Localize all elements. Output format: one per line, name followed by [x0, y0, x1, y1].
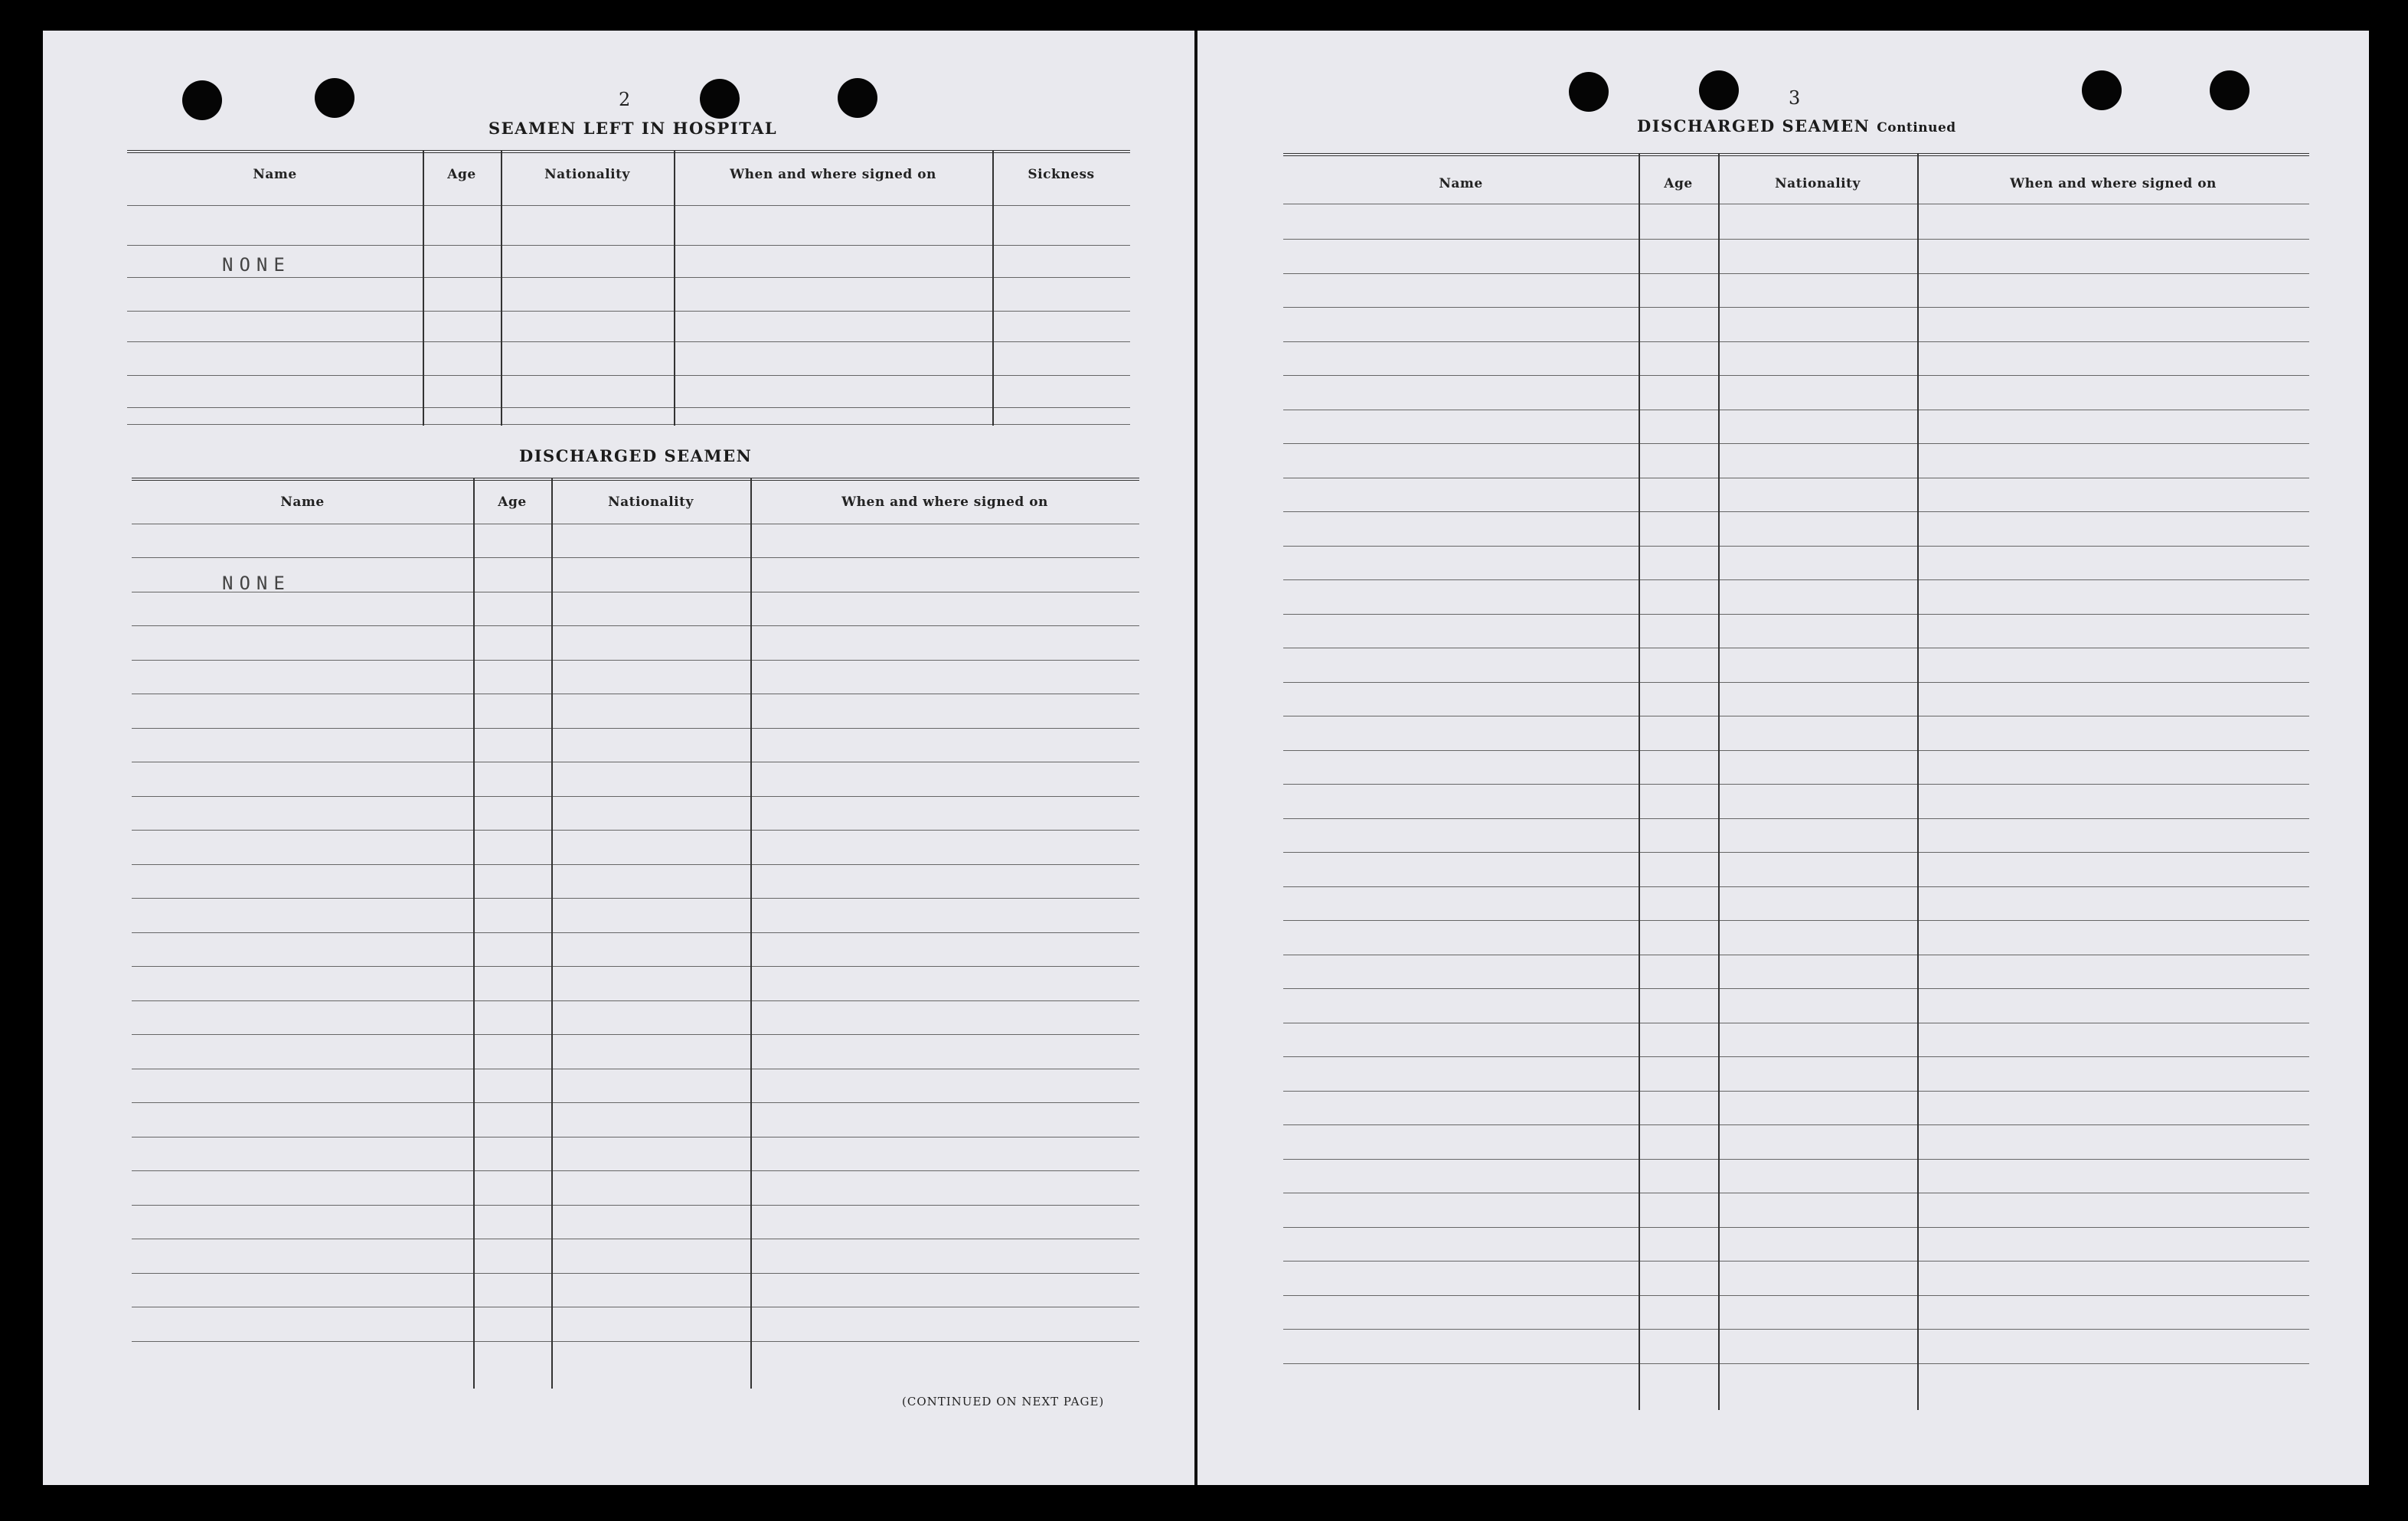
table-row: [132, 1341, 1139, 1342]
table-row: [132, 1000, 1139, 1001]
right-page: [1197, 31, 2369, 1485]
table-row: [1283, 988, 2309, 989]
table-row: [1283, 273, 2309, 274]
column-header-age: Age: [1664, 176, 1693, 191]
table-row: [1283, 1329, 2309, 1330]
table-row: [1283, 1159, 2309, 1160]
page-number: 3: [1789, 87, 1801, 109]
punch-hole: [2210, 70, 2250, 110]
column-header-signed-on: When and where signed on: [841, 494, 1048, 510]
table-row: [1283, 579, 2309, 580]
column-header-age: Age: [498, 494, 527, 510]
column-header-signed-on: When and where signed on: [730, 167, 936, 182]
table-rule: [127, 424, 1130, 425]
table-row: [1283, 682, 2309, 683]
continued-note: (CONTINUED ON NEXT PAGE): [902, 1395, 1105, 1408]
hospital-section-title: SEAMEN LEFT IN HOSPITAL: [488, 119, 778, 138]
hospital-table: [127, 150, 1130, 426]
punch-hole: [700, 79, 740, 119]
discharged-continued-title-text: DISCHARGED SEAMEN: [1637, 116, 1871, 135]
punch-hole: [2082, 70, 2122, 110]
column-divider: [992, 150, 994, 426]
table-row: [132, 1273, 1139, 1274]
column-header-nationality: Nationality: [544, 167, 630, 182]
column-header-name: Name: [253, 167, 297, 182]
column-header-name: Name: [1439, 176, 1483, 191]
discharged-table: [132, 478, 1139, 1389]
table-row: [132, 557, 1139, 558]
table-row: [132, 864, 1139, 865]
table-row: [1283, 341, 2309, 342]
column-divider: [1718, 153, 1720, 1410]
table-row: [1283, 1261, 2309, 1262]
table-rule: [132, 478, 1139, 483]
table-row: [1283, 614, 2309, 615]
discharged-entry: NONE: [222, 573, 291, 594]
column-header-name: Name: [280, 494, 325, 510]
table-row: [127, 407, 1130, 408]
table-row: [127, 277, 1130, 278]
table-row: [1283, 1124, 2309, 1125]
table-row: [132, 660, 1139, 661]
table-row: [132, 728, 1139, 729]
table-row: [1283, 852, 2309, 853]
column-divider: [551, 478, 553, 1389]
table-row: [1283, 1363, 2309, 1364]
column-header-nationality: Nationality: [608, 494, 694, 510]
table-rule: [127, 205, 1130, 206]
column-divider: [1639, 153, 1640, 1410]
column-divider: [750, 478, 752, 1389]
table-row: [132, 932, 1139, 933]
table-row: [1283, 375, 2309, 376]
table-row: [132, 1102, 1139, 1103]
table-row: [1283, 546, 2309, 547]
discharged-section-title: DISCHARGED SEAMEN: [519, 446, 753, 465]
column-header-age: Age: [447, 167, 476, 182]
hospital-entry: NONE: [222, 254, 291, 276]
column-header-sickness: Sickness: [1028, 167, 1095, 182]
column-divider: [473, 478, 475, 1389]
table-row: [132, 625, 1139, 626]
table-row: [132, 830, 1139, 831]
table-row: [1283, 239, 2309, 240]
table-row: [1283, 511, 2309, 512]
table-row: [1283, 1227, 2309, 1228]
table-row: [127, 375, 1130, 376]
table-row: [1283, 818, 2309, 819]
table-row: [132, 1170, 1139, 1171]
table-row: [127, 311, 1130, 312]
table-row: [132, 1034, 1139, 1035]
continued-label: Continued: [1877, 120, 1956, 135]
punch-hole: [1569, 72, 1609, 112]
table-row: [132, 966, 1139, 967]
table-row: [127, 341, 1130, 342]
punch-hole: [1699, 70, 1739, 110]
table-rule: [1283, 153, 2309, 158]
column-header-signed-on: When and where signed on: [2010, 176, 2217, 191]
table-row: [132, 796, 1139, 797]
table-row: [1283, 920, 2309, 921]
punch-hole: [838, 78, 877, 118]
table-row: [1283, 443, 2309, 444]
punch-hole: [315, 78, 355, 118]
table-row: [132, 898, 1139, 899]
column-divider: [423, 150, 424, 426]
column-divider: [1917, 153, 1919, 1410]
column-header-nationality: Nationality: [1775, 176, 1861, 191]
left-page: [43, 31, 1194, 1485]
column-divider: [674, 150, 675, 426]
table-row: [1283, 307, 2309, 308]
table-rule: [127, 150, 1130, 155]
column-divider: [501, 150, 502, 426]
table-row: [127, 245, 1130, 246]
discharged-continued-table: [1283, 153, 2309, 1410]
table-row: [1283, 1091, 2309, 1092]
punch-hole: [182, 80, 222, 120]
table-row: [132, 1205, 1139, 1206]
table-row: [1283, 1295, 2309, 1296]
table-row: [1283, 784, 2309, 785]
table-row: [1283, 750, 2309, 751]
table-row: [1283, 886, 2309, 887]
discharged-continued-title: [1637, 116, 1956, 135]
page-number: 2: [619, 89, 631, 110]
table-row: [1283, 1056, 2309, 1057]
